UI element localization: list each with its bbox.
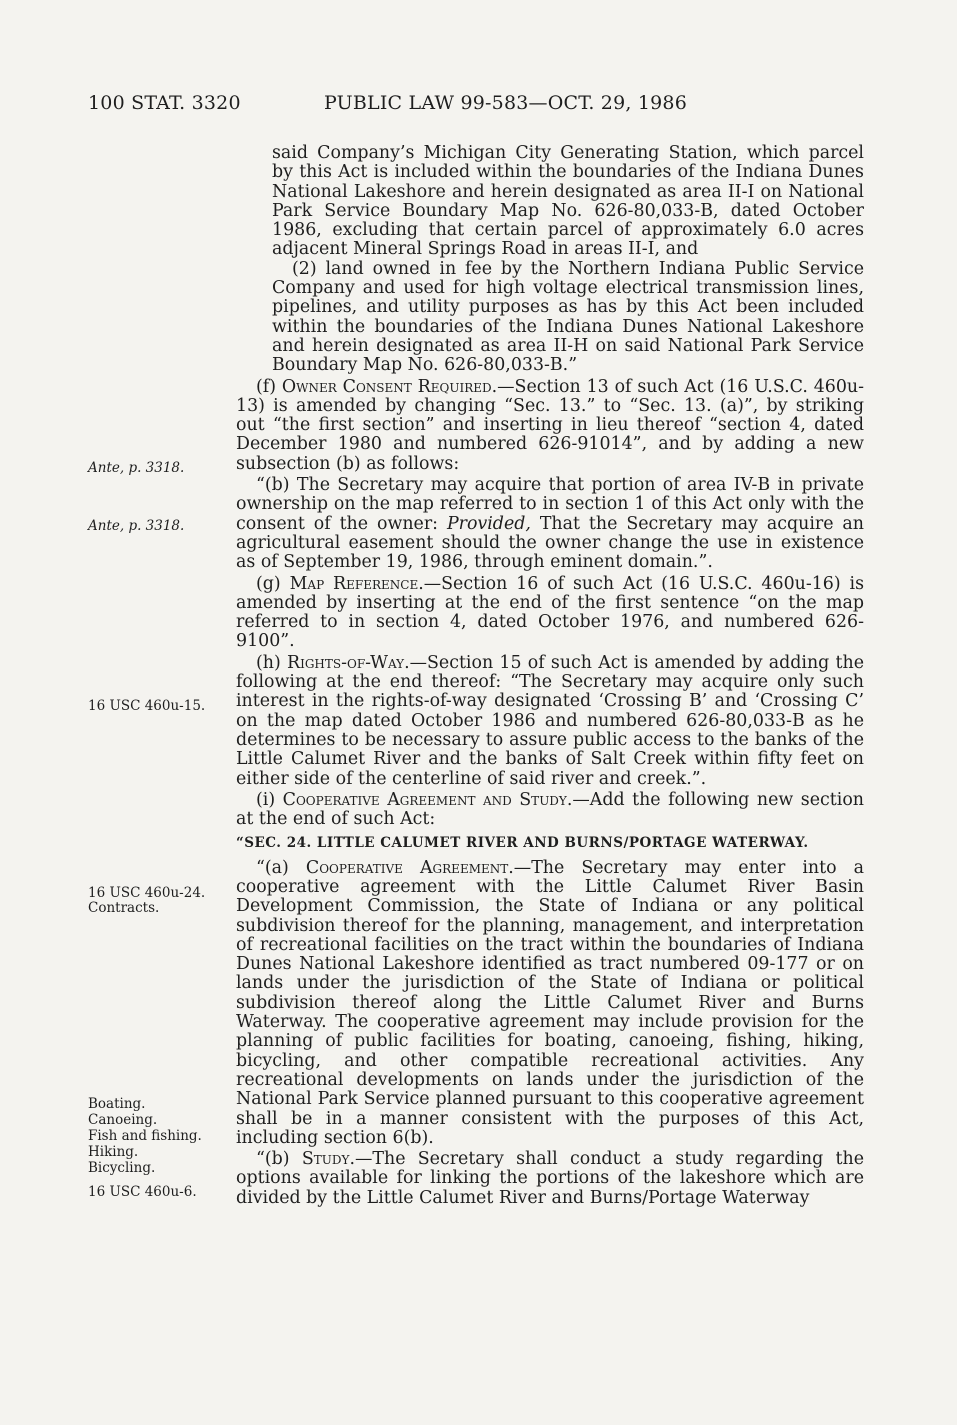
margin-note-hiking: Hiking. [88, 1144, 139, 1160]
heading-cooperative-study: Cooperative Agreement and Study. [282, 789, 573, 810]
body-text [236, 144, 864, 1208]
heading-rights-of-way: Rights-of-Way. [287, 652, 410, 673]
paragraph-b-study: “(b) Study.—The Secretary shall conduct a study regarding the options available for linking the portions of the lakeshore which are divided by the Little Calumet River and Burns/Portage Waterway [236, 1149, 864, 1208]
margin-note-ante-1: Ante, p. 3318. [88, 460, 185, 476]
margin-note-canoeing: Canoeing. [88, 1112, 158, 1128]
paragraph-item-2: (2) land owned in fee by the Northern Indiana Public Service Company and used for high voltage electrical transmission lines, pipelines, and utility purposes as has by this Act been included within the boundaries of the Indiana Dunes National Lakeshore and herein designated as area II-H on said National Park Service Boundary Map No. 626-80,033-B.” [272, 258, 864, 376]
margin-note-fishing: Fish and fishing. [88, 1128, 202, 1144]
paragraph-h: (h) Rights-of-Way.—Section 15 of such Act is amended by adding the following at the end thereof: “The Secretary may acquire only such interest in the rights-of-way designated ‘Crossing B’ and ‘Crossing C’ on the map dated October 1986 and numbered 626-80,033-B as he determines to be necessary to assure public access to the banks of the Little Calumet River and the banks of Salt Creek within fifty feet on either side of the centerline of said river and creek.”. [236, 652, 864, 789]
law-title: PUBLIC LAW 99-583—OCT. 29, 1986 [324, 92, 688, 114]
paragraph-a: “(a) Cooperative Agreement.—The Secretary may enter into a cooperative agreement with the Little Calumet River Basin Development Commission, the State of Indiana or any political subdivision thereof for the planning, management, and interpretation of recreational facilities on the tract within the boundaries of Indiana Dunes National Lakeshore identified as tract numbered 09-177 or on lands under the jurisdiction of the State of Indiana or political subdivision thereof along the Little Calumet River and Burns Waterway. The cooperative agreement may include provision for the planning of public facilities for boating, canoeing, fishing, hiking, bicycling, and other compatible recreational activities. Any recreational developments on lands under the jurisdiction of the National Park Service planned pursuant to this cooperative agreement shall be in a manner consistent with the purposes of this Act, including section 6(b). [236, 857, 865, 1148]
margin-note-usc-15: 16 USC 460u-15. [88, 698, 206, 714]
margin-note-usc-6: 16 USC 460u-6. [88, 1184, 197, 1200]
page-header [88, 92, 688, 114]
margin-note-contracts: Contracts. [88, 900, 160, 916]
paragraph-subsection-b: “(b) The Secretary may acquire that portion of area IV-B in private ownership on the map referred to in section 1 of this Act only with the consent of the owner: Provided, That the Secretary may acquire an agricultural easement should the owner change the use in existence as of September 19, 1986, through eminent domain.”. [236, 475, 864, 573]
heading-cooperative-agreement: Cooperative Agreement. [305, 857, 514, 878]
margin-note-usc-24: 16 USC 460u-24. [88, 885, 206, 901]
heading-map-reference: Map Reference. [289, 573, 424, 594]
paragraph-f: (f) Owner Consent Required.—Section 13 of such Act (16 U.S.C. 460u-13) is amended by changing “Sec. 13.” to “Sec. 13. (a)”, by striking out “the first section” and inserting in lieu thereof “section 4, dated December 1980 and numbered 626-91014”, and by adding a new subsection (b) as follows: [236, 376, 864, 474]
paragraph-i: (i) Cooperative Agreement and Study.—Add the following new section at the end of such Act: [236, 789, 864, 830]
stat-citation: 100 STAT. 3320 [88, 92, 241, 114]
paragraph-g: (g) Map Reference.—Section 16 of such Act (16 U.S.C. 460u-16) is amended by inserting at the end of the first sentence “on the map referred to in section 4, dated October 1976, and numbered 626-9100”. [236, 573, 864, 652]
margin-note-bicycling: Bicycling. [88, 1160, 156, 1176]
heading-study: Study. [301, 1149, 355, 1170]
margin-note-ante-2: Ante, p. 3318. [88, 518, 185, 534]
margin-note-boating: Boating. [88, 1096, 146, 1112]
section-heading: “SEC. 24. LITTLE CALUMET RIVER AND BURNS/PORTAGE WATERWAY. [236, 835, 809, 852]
heading-owner-consent: Owner Consent Required. [281, 376, 498, 397]
paragraph-continuation: said Company’s Michigan City Generating Station, which parcel by this Act is included within the boundaries of the Indiana Dunes National Lakeshore and herein designated as area II-I on National Park Service Boundary Map No. 626-80,033-B, dated October 1986, excluding that certain parcel of approximately 6.0 acres adjacent Mineral Springs Road in areas II-I, and [272, 143, 864, 260]
